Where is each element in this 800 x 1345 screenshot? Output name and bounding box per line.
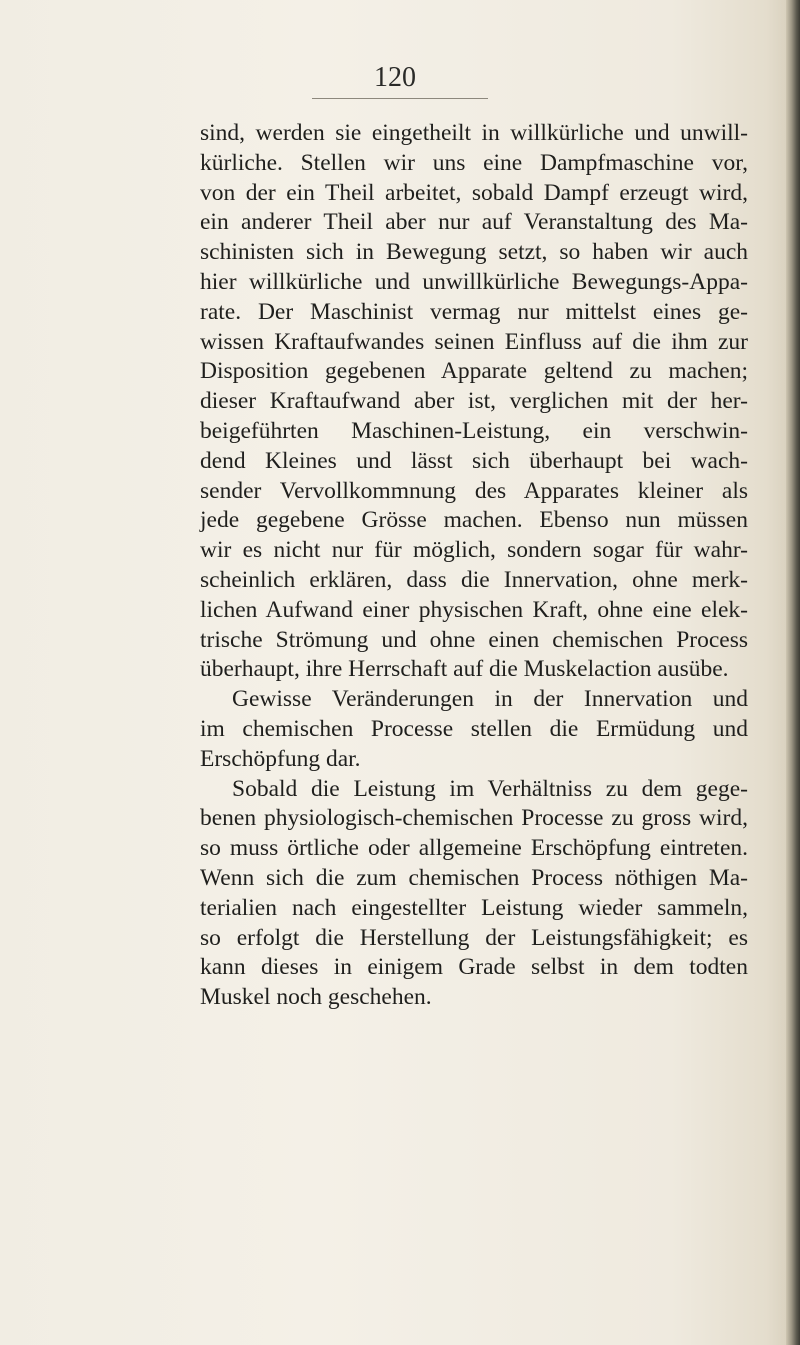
text-line: terialien nach eingestellter Leistung wieder sammeln, [200, 894, 748, 921]
text-line: sind, werden sie eingetheilt in willkürliche und unwill- [200, 120, 748, 146]
text-line: kann dieses in einigem Grade selbst in dem todten [200, 954, 748, 981]
text-line: scheinlich erklären, dass die Innervation, ohne merk- [200, 566, 748, 593]
text-line: Muskel noch geschehen. [200, 984, 432, 1011]
text-line: so erfolgt die Herstellung der Leistungsfähigkeit; es [200, 924, 748, 951]
text-line: überhaupt, ihre Herrschaft auf die Muskelaction ausübe. [200, 656, 729, 683]
text-line: kürliche. Stellen wir uns eine Dampfmaschine vor, [200, 149, 748, 176]
text-line: Disposition gegebenen Apparate geltend zu machen; [200, 358, 748, 385]
text-line: ein anderer Theil aber nur auf Veranstaltung des Ma- [200, 209, 748, 236]
text-line: schinisten sich in Bewegung setzt, so haben wir auch [200, 239, 748, 266]
text-line: so muss örtliche oder allgemeine Erschöpfung eintreten. [200, 835, 748, 862]
page-number: 120 [374, 62, 416, 93]
text-line: wir es nicht nur für möglich, sondern sogar für wahr- [200, 537, 748, 564]
text-line: beigeführten Maschinen-Leistung, ein verschwin- [200, 417, 748, 444]
book-spine-edge [786, 0, 800, 1345]
text-line: jede gegebene Grösse machen. Ebenso nun müssen [200, 507, 748, 534]
text-line: Erschöpfung dar. [200, 745, 361, 772]
text-line: Wenn sich die zum chemischen Process nöthigen Ma- [200, 864, 748, 891]
text-line: Sobald die Leistung im Verhältniss zu dem gege- [232, 775, 748, 802]
text-line: sender Vervollkommnung des Apparates kleiner als [200, 477, 748, 504]
text-line: lichen Aufwand einer physischen Kraft, ohne eine elek- [200, 596, 748, 623]
text-line: wissen Kraftaufwandes seinen Einfluss auf die ihm zur [200, 328, 748, 355]
body-text [200, 119, 780, 1013]
text-line: trische Strömung und ohne einen chemischen Process [200, 626, 748, 653]
text-line: dend Kleines und lässt sich überhaupt bei wach- [200, 447, 748, 474]
page-number-rule [312, 98, 488, 99]
text-line: von der ein Theil arbeitet, sobald Dampf erzeugt wird, [200, 179, 748, 206]
text-line: rate. Der Maschinist vermag nur mittelst eines ge- [200, 298, 748, 325]
text-line: dieser Kraftaufwand aber ist, verglichen mit der her- [200, 388, 748, 415]
text-line: hier willkürliche und unwillkürliche Bewegungs-Appa- [200, 268, 748, 295]
text-line: benen physiologisch-chemischen Processe zu gross wird, [200, 805, 748, 832]
text-line: im chemischen Processe stellen die Ermüdung und [200, 715, 748, 742]
text-line: Gewisse Veränderungen in der Innervation und [232, 686, 748, 713]
